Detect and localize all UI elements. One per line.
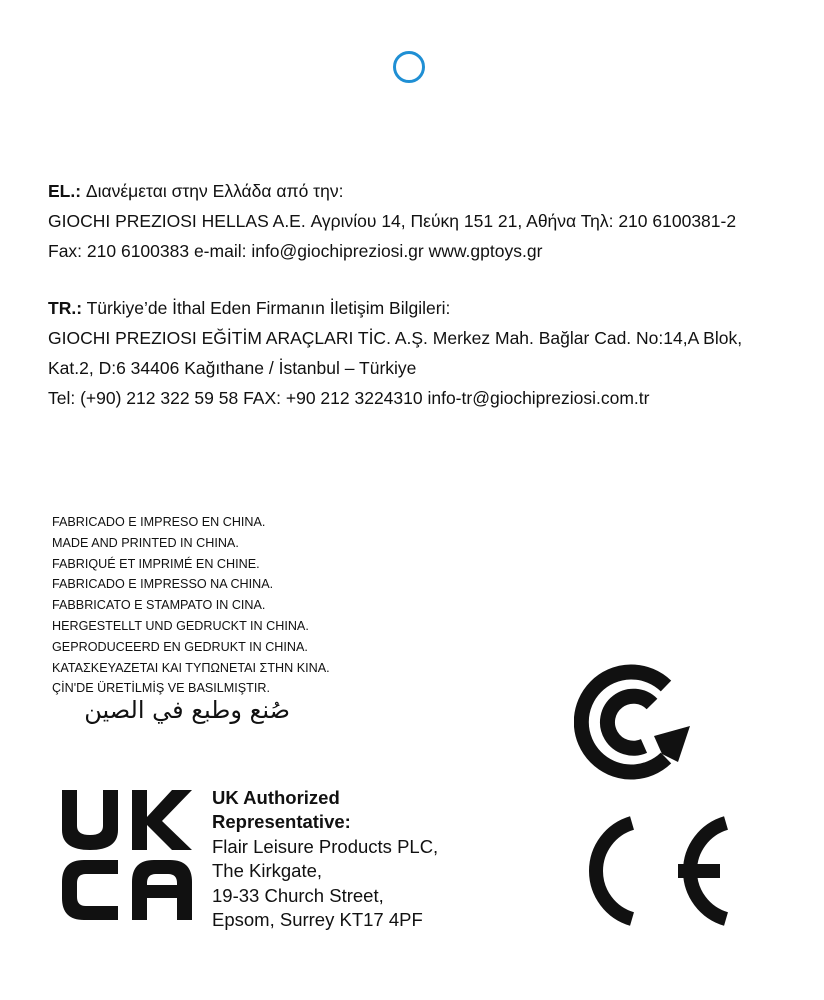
greek-address-line: GIOCHI PREZIOSI HELLAS A.E. Αγρινίου 14, Πεύκη 151 21, Αθήνα Τηλ: 210 6100381-2 (48, 211, 737, 231)
uk-rep-building: The Kirkgate, (212, 860, 323, 882)
uk-representative-block (212, 786, 438, 932)
turkish-prefix: TR.: (48, 298, 83, 318)
made-in-line-it: FABBRICATO E STAMPATO IN CINA. (52, 598, 266, 613)
ce-mark-icon (566, 811, 734, 931)
made-in-line-el: ΚΑΤΑΣΚΕΥΑΖΕΤΑΙ ΚΑΙ ΤΥΠΩΝΕΤΑΙ ΣΤΗΝ ΚΙΝΑ. (52, 660, 330, 675)
made-in-line-pt: FABRICADO E IMPRESSO NA CHINA. (52, 577, 274, 592)
turkish-address-line: Kat.2, D:6 34406 Kağıthane / İstanbul – Türkiye (48, 358, 417, 378)
made-in-line-nl: GEPRODUCEERD EN GEDRUKT IN CHINA. (52, 639, 308, 654)
turkish-importer-info (48, 293, 742, 413)
turkish-contact-line: Tel: (+90) 212 322 59 58 FAX: +90 212 3224310 info-tr@giochipreziosi.com.tr (48, 388, 650, 408)
hang-hole-icon (393, 51, 425, 83)
uk-rep-street: 19-33 Church Street, (212, 884, 384, 906)
made-in-line-en: MADE AND PRINTED IN CHINA. (52, 535, 239, 550)
turkish-company-line: GIOCHI PREZIOSI EĞİTİM ARAÇLARI TİC. A.Ş. Merkez Mah. Bağlar Cad. No:14,A Blok, (48, 328, 743, 348)
made-in-china-statements (52, 512, 330, 699)
recycling-icon (574, 662, 694, 782)
uk-rep-company: Flair Leisure Products PLC, (212, 835, 439, 857)
greek-prefix: EL.: (48, 181, 82, 201)
greek-distributor-info (48, 176, 736, 266)
uk-rep-title-line2: Representative: (212, 811, 351, 833)
made-in-line-es: FABRICADO E IMPRESO EN CHINA. (52, 515, 266, 529)
made-in-line-fr: FABRIQUÉ ET IMPRIMÉ EN CHINE. (52, 556, 260, 571)
uk-rep-city: Epsom, Surrey KT17 4PF (212, 909, 423, 931)
turkish-intro: TR.: Türkiye’de İthal Eden Firmanın İletişim Bilgileri: (48, 298, 451, 318)
greek-intro: EL.: Διανέμεται στην Ελλάδα από την: (48, 181, 344, 201)
made-in-line-ar: صُنع وطبع في الصين (84, 696, 290, 724)
made-in-line-de: HERGESTELLT UND GEDRUCKT IN CHINA. (52, 618, 309, 633)
ukca-mark-icon (62, 790, 194, 920)
greek-contact-line: Fax: 210 6100383 e-mail: info@giochipreziosi.gr www.gptoys.gr (48, 241, 543, 261)
made-in-line-tr: ÇİN'DE ÜRETİLMİŞ VE BASILMIŞTIR. (52, 681, 270, 696)
uk-rep-title-line1: UK Authorized (212, 787, 340, 808)
